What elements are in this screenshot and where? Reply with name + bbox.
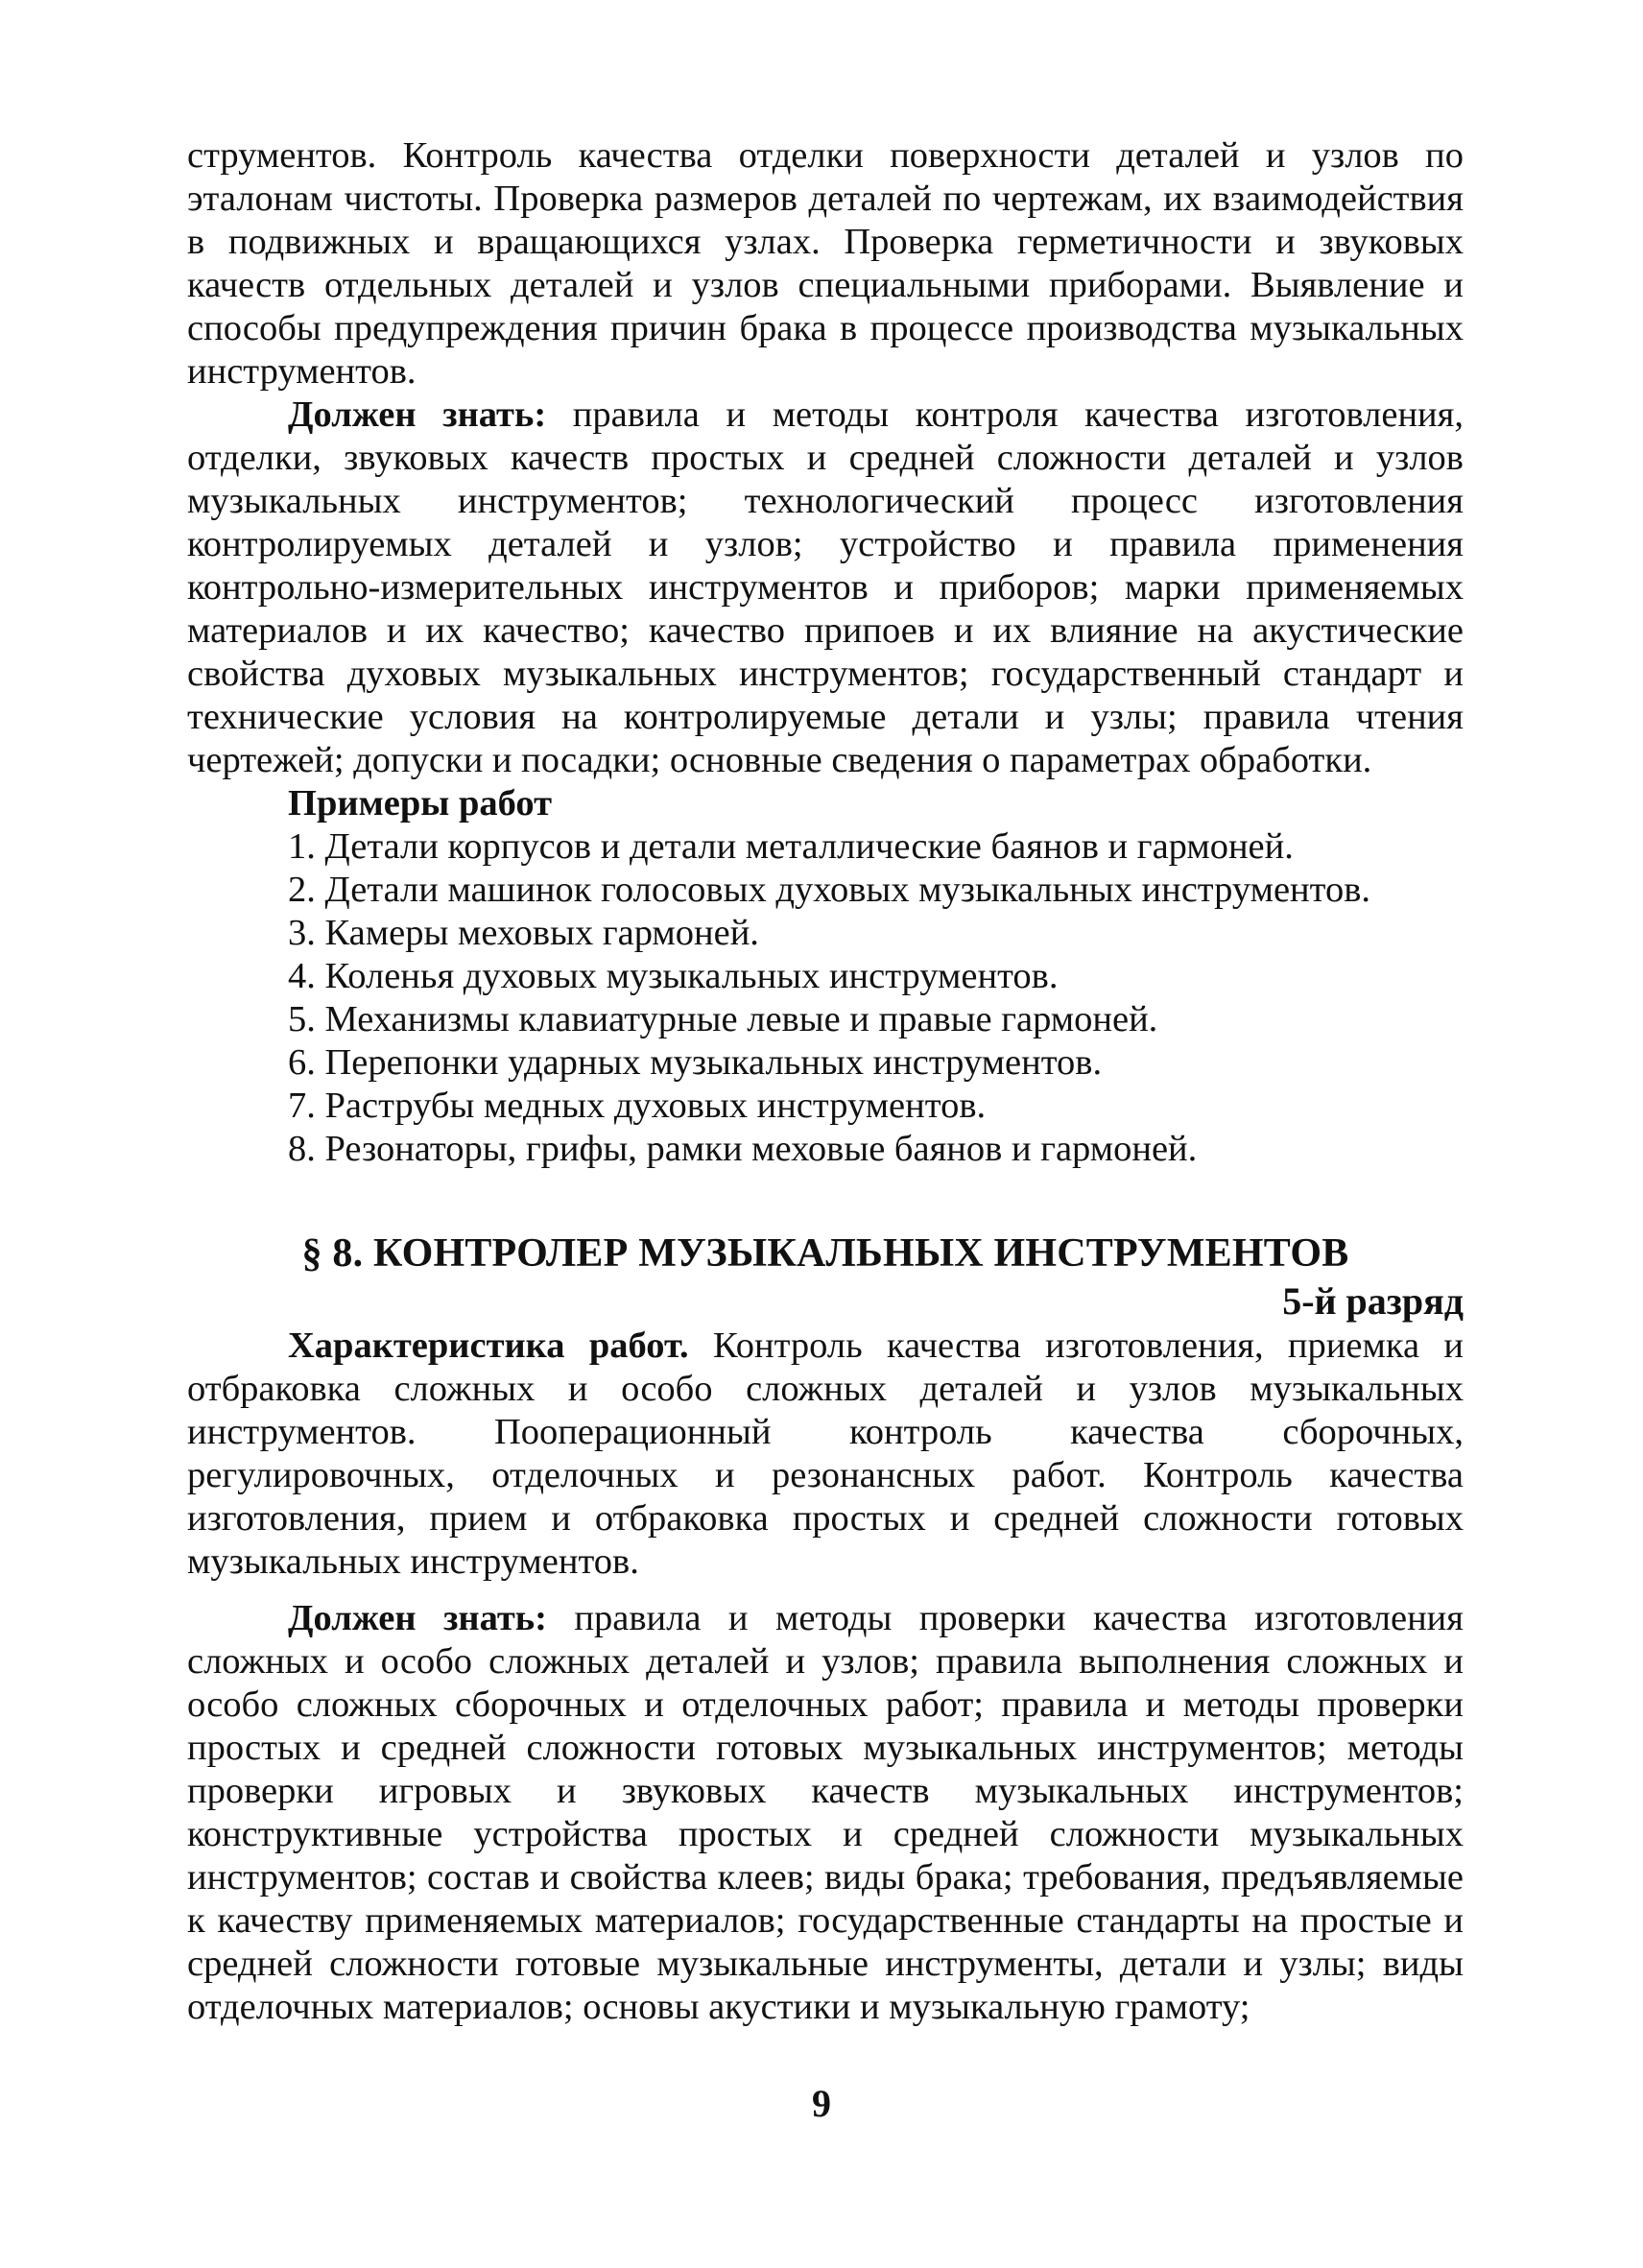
example-item: 3. Камеры меховых гармоней. xyxy=(288,913,759,953)
examples-title: Примеры работ xyxy=(288,783,553,824)
knowledge-text-2: правила и методы проверки качества изготовления сложных и особо сложных деталей и узлов; правила выполнения сложных и особо сложных сборочных и отделочных работ; правила и методы проверки простых и средней сложности готовых музыкальных инструментов; методы проверки игровых и звуковых качеств музыкальных инструментов; конструктивные устройства простых и средней сложности музыкальных инструментов; состав и свойства клеев; виды брака; требования, предъявляемые к качеству применяемых материалов; государственные стандарты на простые и средней сложности готовые музыкальные инструменты, детали и узлы; виды отделочных материалов; основы акустики и музыкальную грамоту; xyxy=(187,1598,1464,2027)
example-item: 1. Детали корпусов и детали металлические баянов и гармоней. xyxy=(288,826,1294,867)
examples-list xyxy=(187,825,1464,1171)
example-item: 6. Перепонки ударных музыкальных инструментов. xyxy=(288,1042,1103,1083)
document-page xyxy=(187,134,1464,2029)
characteristics-paragraph xyxy=(187,1325,1464,1584)
knowledge-text-1: правила и методы контроля качества изготовления, отделки, звуковых качеств простых и средней сложности деталей и узлов музыкальных инструментов; технологический процесс изготовления контролируемых деталей и узлов; устройство и правила применения контрольно-измерительных инструментов и приборов; марки применяемых материалов и их качество; качество припоев и их влияние на акустические свойства духовых музыкальных инструментов; государственный стандарт и технические условия на контролируемые детали и узлы; правила чтения чертежей; допуски и посадки; основные сведения о параметрах обработки. xyxy=(187,394,1464,780)
grade-label: 5-й разряд xyxy=(1282,1279,1464,1323)
example-item: 8. Резонаторы, грифы, рамки меховые баянов и гармоней. xyxy=(288,1129,1198,1169)
example-item: 5. Механизмы клавиатурные левые и правые гармоней. xyxy=(288,999,1158,1039)
example-item: 7. Раструбы медных духовых инструментов. xyxy=(288,1086,987,1126)
characteristics-label: Характеристика работ. xyxy=(288,1325,689,1366)
section-title: § 8. КОНТРОЛЕР МУЗЫКАЛЬНЫХ ИНСТРУМЕНТОВ xyxy=(301,1231,1349,1276)
example-item: 4. Коленья духовых музыкальных инструментов. xyxy=(288,956,1059,996)
knowledge-label-2: Должен знать: xyxy=(288,1598,547,1638)
continuation-paragraph: струментов. Контроль качества отделки поверхности деталей и узлов по эталонам чистоты. Проверка размеров деталей по чертежам, их взаимодействия в подвижных и вращающихся узлах. Проверка герметичности и звуковых качеств отдельных деталей и узлов специальными приборами. Выявление и способы предупреждения причин брака в процессе производства музыкальных инструментов. xyxy=(187,135,1464,392)
page-number: 9 xyxy=(812,2082,831,2125)
knowledge-paragraph-2 xyxy=(187,1597,1464,2029)
characteristics-text: Контроль качества изготовления, приемка и отбраковка сложных и особо сложных деталей и узлов музыкальных инструментов. Пооперационный контроль качества сборочных, регулировочных, отделочных и резонансных работ. Контроль качества изготовления, прием и отбраковка простых и средней сложности готовых музыкальных инструментов. xyxy=(187,1325,1464,1582)
knowledge-label-1: Должен знать: xyxy=(288,394,547,435)
paragraph-gap xyxy=(187,1584,1464,1597)
example-item: 2. Детали машинок голосовых духовых музыкальных инструментов. xyxy=(288,870,1371,910)
knowledge-paragraph-1 xyxy=(187,394,1464,782)
